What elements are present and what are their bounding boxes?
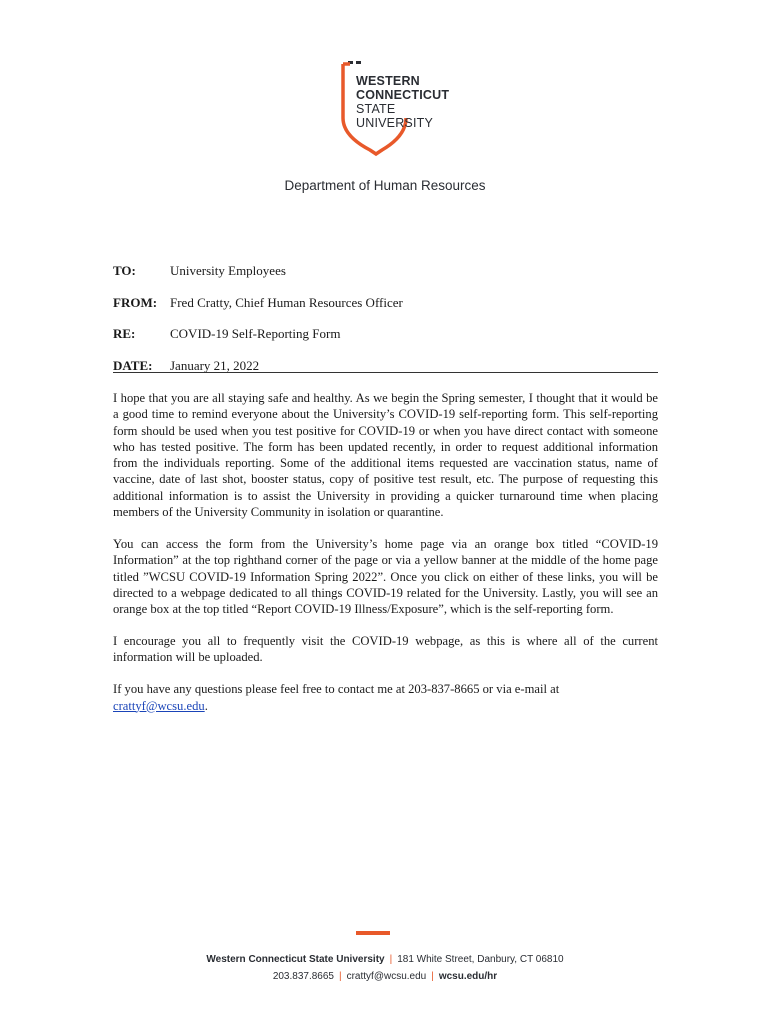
memo-header <box>113 263 658 389</box>
footer-contact-line <box>0 971 770 982</box>
memo-re-label: RE: <box>113 326 136 341</box>
body-paragraph-4 <box>113 681 658 714</box>
body-paragraph-2: You can access the form from the University’s home page via an orange box titled “COVID-19 Information” at the top righthand corner of the page or via a yellow banner at the middle of the home page titled ”WCSU COVID-19 Information Spring 2022”. Once you click on either of these links, you will be directed to a webpage dedicated to all things COVID-19 related for the University. Lastly, you will see an orange box at the top titled “Report COVID-19 Illness/Exposure”, which is the self-reporting form. <box>113 536 658 617</box>
body-paragraph-1: I hope that you are all staying safe and healthy. As we begin the Spring semester, I thought that it would be a good time to remind everyone about the University’s COVID-19 self-reporting form. This self-reporting form should be used when you test positive for COVID-19 or when you have direct contact with someone who has tested positive. The form has been updated recently, in order to request additional information from the individuals reporting. Some of the additional items requested are vaccination status, name of vaccine, date of last shot, booster status, copy of positive test result, etc. The purpose of requesting this additional information is to assist the University in providing a quicker turnaround time when placing members of the University Community in isolation or quarantine. <box>113 391 658 520</box>
footer-separator: | <box>338 971 342 982</box>
memo-re-value: COVID-19 Self-Reporting Form <box>170 326 341 341</box>
body-paragraph-3: I encourage you all to frequently visit the COVID-19 webpage, as this is where all of the current information will be uploaded. <box>113 634 658 665</box>
memo-body <box>113 390 658 729</box>
footer-phone: 203.837.8665 <box>272 971 334 982</box>
footer-separator: | <box>389 954 393 965</box>
logo-wordmark <box>356 74 449 130</box>
footer-separator: | <box>431 971 434 982</box>
memo-from-label: FROM: <box>113 294 158 310</box>
memo-date-label: DATE: <box>113 357 153 373</box>
memo-to-value: University Employees <box>170 263 286 278</box>
footer-email[interactable]: crattyf@wcsu.edu <box>346 971 427 982</box>
footer-address: 181 White Street, Danbury, CT 06810 <box>397 954 564 965</box>
logo-line-university: UNIVERSITY <box>356 116 434 130</box>
email-suffix: . <box>204 698 208 713</box>
footer-address-line <box>0 954 770 965</box>
footer-university-name: Western Connecticut State University <box>206 954 385 965</box>
memo-to-label: TO: <box>113 263 136 278</box>
memo-from-value: Fred Cratty, Chief Human Resources Officer <box>170 294 403 310</box>
department-title: Department of Human Resources <box>284 178 486 193</box>
memo-re-row <box>113 326 658 358</box>
logo-line-western: WESTERN <box>356 74 420 88</box>
memo-from-row <box>113 295 658 327</box>
wcsu-logo <box>340 58 470 166</box>
memo-divider <box>113 372 658 373</box>
memo-date-row <box>113 358 658 390</box>
memo-to-row <box>113 263 658 295</box>
email-link[interactable]: crattyf@wcsu.edu <box>113 698 205 713</box>
memo-date-value: January 21, 2022 <box>170 357 260 373</box>
footer-accent-bar <box>356 931 390 935</box>
logo-line-connecticut: CONNECTICUT <box>356 88 450 102</box>
logo-line-state: STATE <box>356 102 396 116</box>
footer-website[interactable]: wcsu.edu/hr <box>438 971 498 982</box>
contact-text: If you have any questions please feel free to contact me at 203-837-8665 or via e-mail at <box>113 682 560 697</box>
